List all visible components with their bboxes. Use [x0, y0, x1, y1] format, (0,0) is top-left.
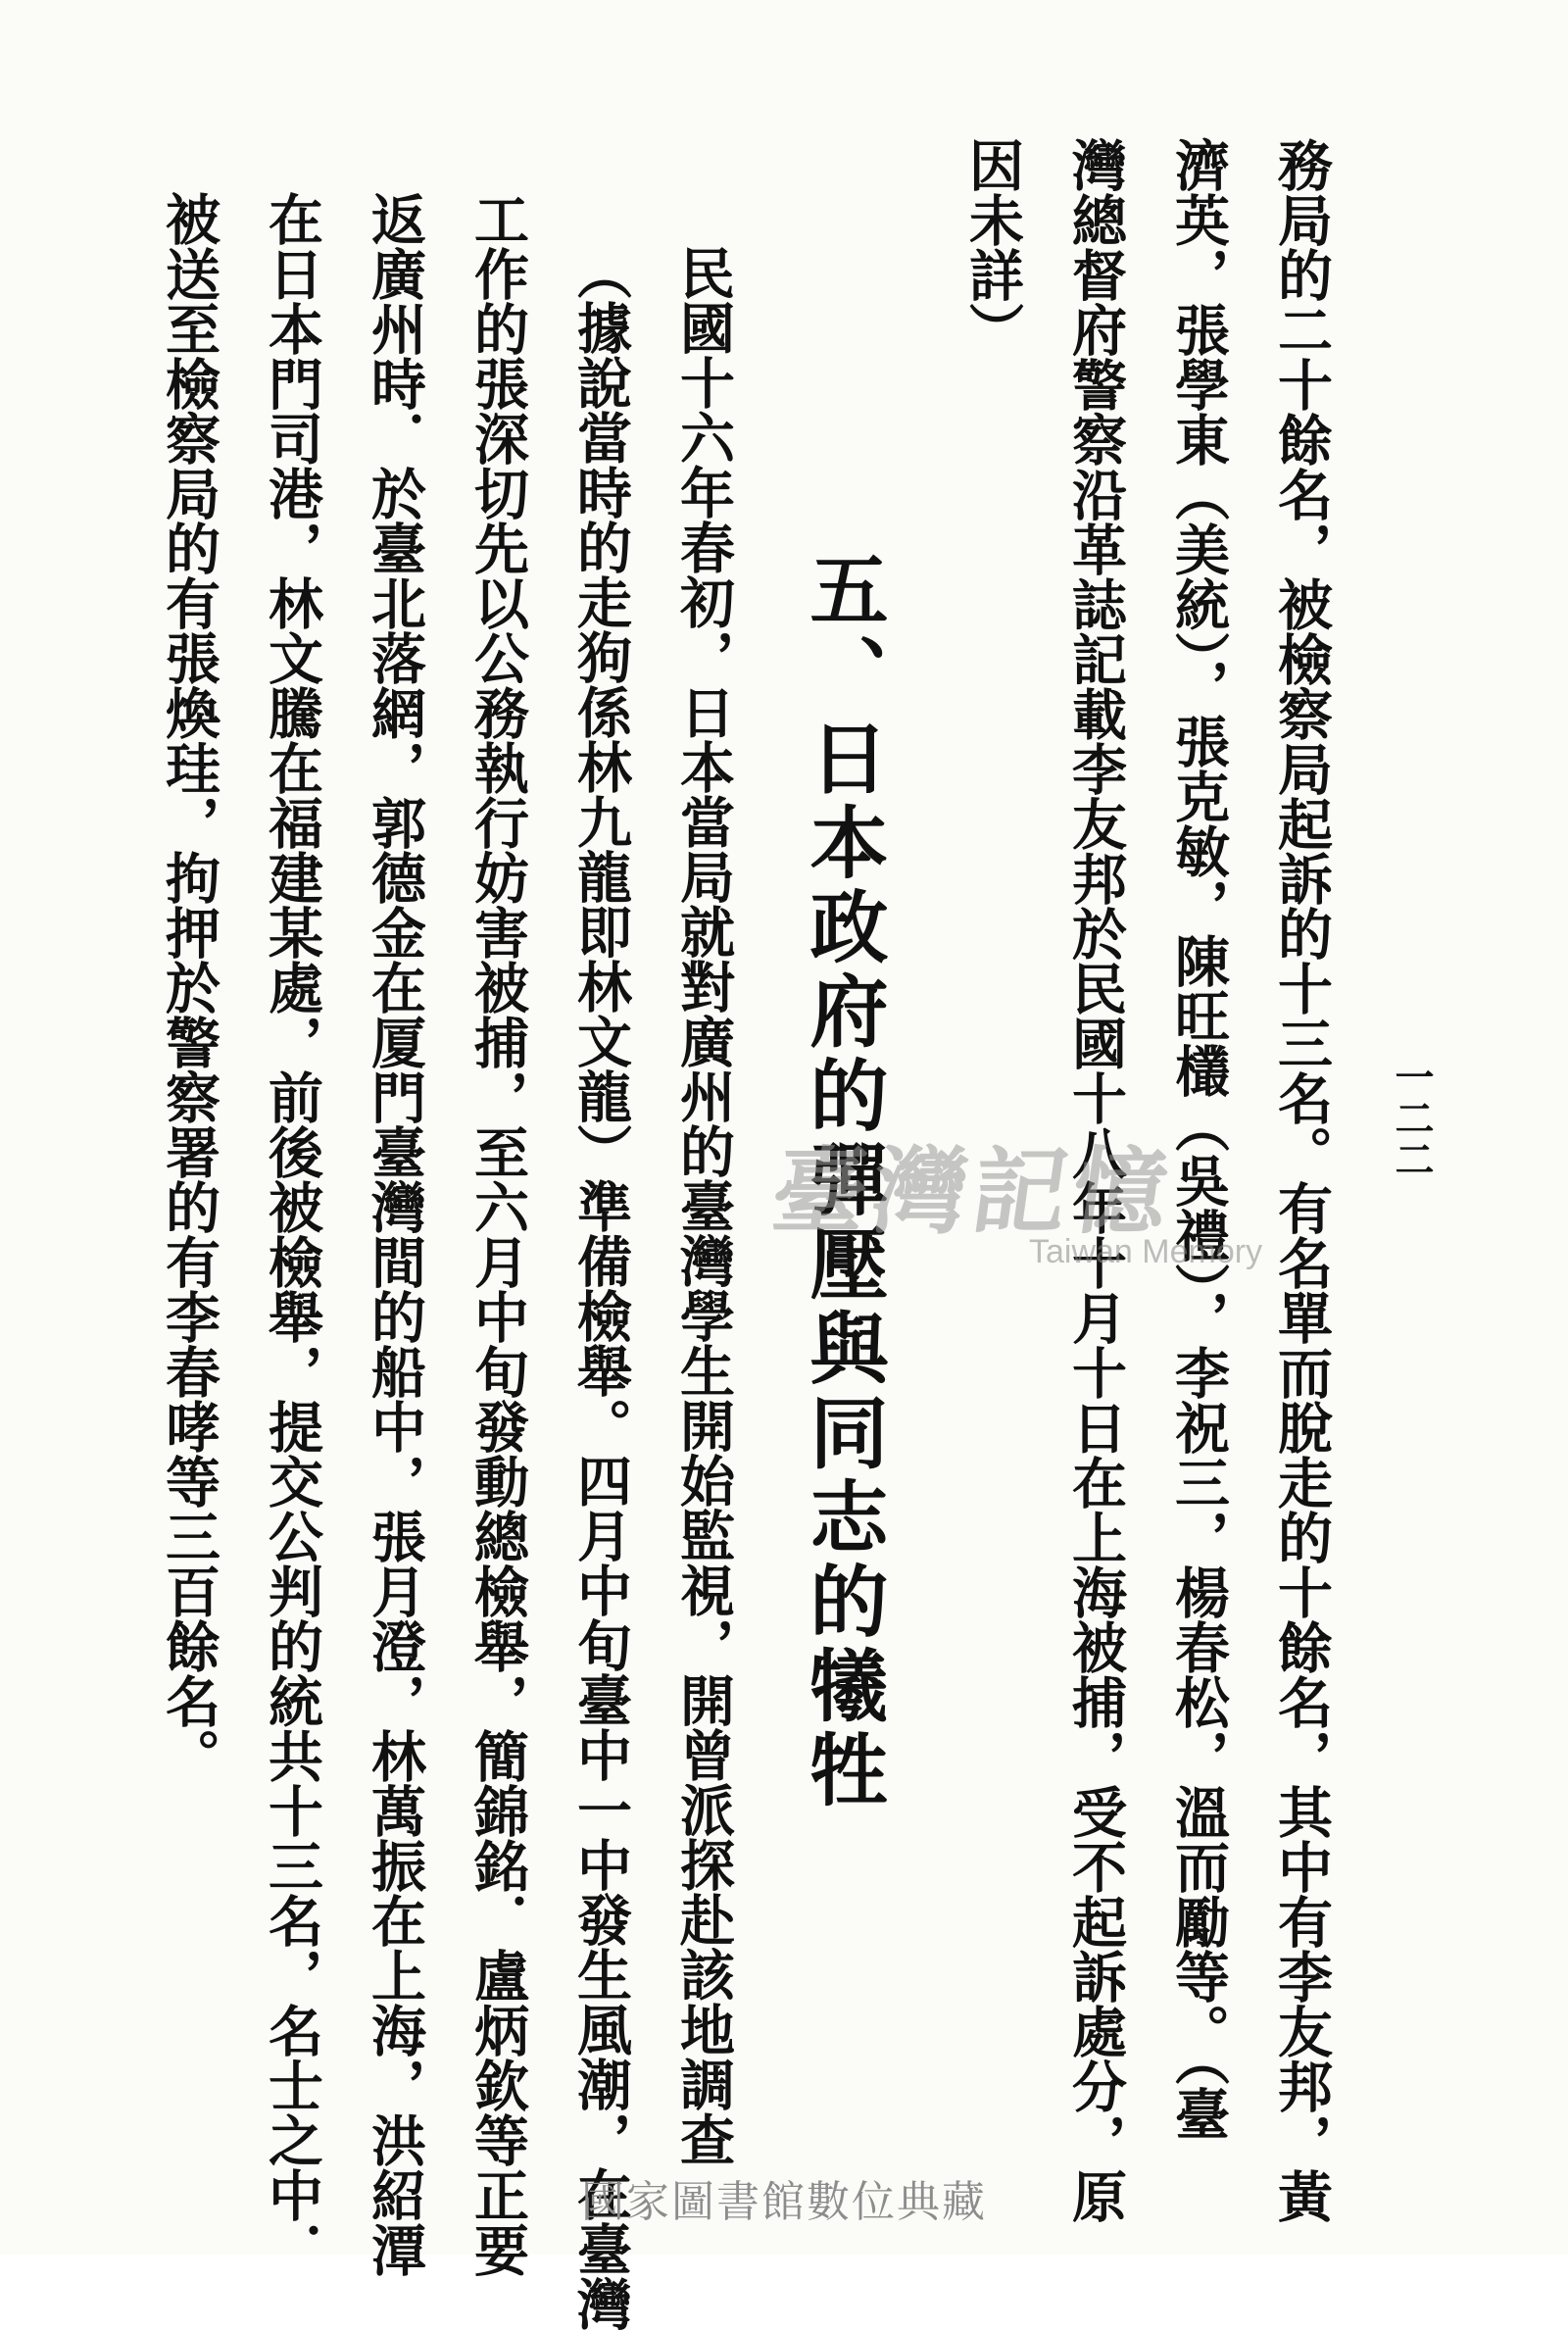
text-column: 民國十六年春初，日本當局就對廣州的臺灣學生開始監視，開曾派探赴該地調查 — [671, 245, 736, 2166]
footer-credit: 國家圖書館數位典藏 — [581, 2177, 987, 2227]
text-column: 務局的二十餘名，被檢察局起訴的十三名。有名單而脫走的十餘名，其中有李友邦，黃 — [1269, 137, 1334, 2223]
text-column: 因未詳） — [960, 137, 1025, 357]
page-number: 一二二 — [1389, 1057, 1435, 1180]
text-column: 被送至檢察局的有張煥珪，拘押於警察署的有李春哮等三百餘名。 — [157, 191, 221, 1783]
text-column: （據說當時的走狗係林九龍即林文龍）準備檢舉。四月中旬臺中一中發生風潮，在臺灣 — [568, 245, 633, 2331]
text-column: 灣總督府警察沿革誌記載李友邦於民國十八年十月十日在上海被捕，受不起訴處分，原 — [1063, 137, 1128, 2223]
text-column: 在日本門司港，林文騰在福建某處，前後被檢舉，提交公判的統共十三名，名士之中． — [260, 191, 324, 2277]
text-column: 返廣州時．於臺北落網，郭德金在厦門臺灣間的船中，張月澄，林萬振在上海，洪紹潭 — [363, 191, 427, 2277]
text-column: 濟英，張學東（美統），張克敏，陳旺欉（吳禮），李祝三，楊春松，溫而勵等。（臺 — [1166, 137, 1231, 2141]
watermark-english-text: Taiwan Memory — [1029, 1233, 1263, 1270]
watermark-logo-text: 臺灣記憶 — [765, 1136, 1181, 1247]
text-column: 工作的張深切先以公務執行妨害被捕，至六月中旬發動總檢舉，簡錦銘．盧炳欽等正要 — [466, 191, 530, 2277]
section-heading: 五、日本政府的彈壓與同志的犧牲 — [797, 549, 889, 1813]
